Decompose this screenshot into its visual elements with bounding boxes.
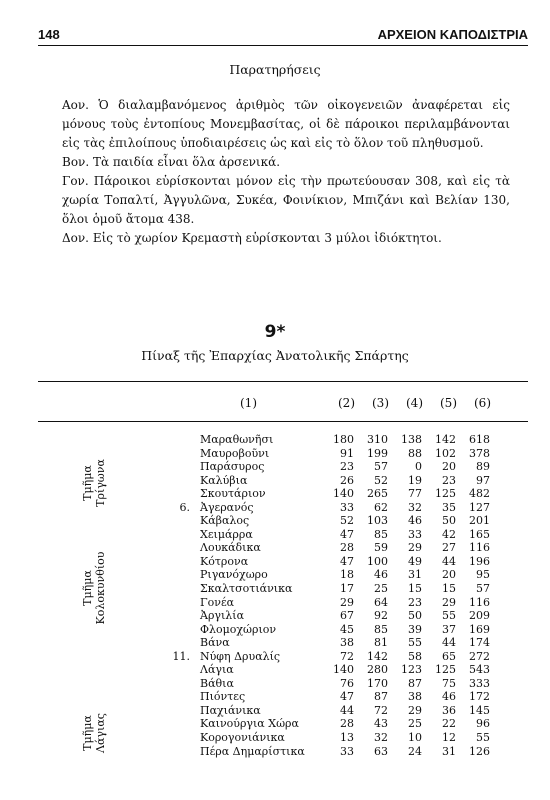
cell-col-2: 52 xyxy=(340,514,354,528)
note-d: Δον. Εἰς τὸ χωρίον Κρεμαστὴ εὑρίσκονται 3 μύλοι ἰδιόκτητοι. xyxy=(62,231,442,245)
table-row xyxy=(0,690,550,704)
cell-col-3: 46 xyxy=(374,568,388,582)
cell-col-5: 142 xyxy=(435,433,456,446)
cell-col-5: 50 xyxy=(442,514,456,528)
cell-col-6: 482 xyxy=(469,487,490,501)
page-header xyxy=(38,22,528,42)
section-label-kolokynthiou: Τμῆμα Κολοκυνθίου xyxy=(81,551,107,625)
village-name: Ἀγερανός xyxy=(200,500,254,514)
cell-col-2: 38 xyxy=(340,636,354,650)
section-label-lagias: Τμῆμα Λάγιας xyxy=(81,713,107,753)
cell-col-2: 18 xyxy=(340,568,354,582)
cell-col-3: 59 xyxy=(374,541,388,555)
village-name: Σκαλτσοτιάνικα xyxy=(200,582,293,596)
table-row xyxy=(0,745,550,759)
village-name: Σκουτάριον xyxy=(200,487,266,501)
village-name: Χειμάρρα xyxy=(200,527,253,541)
cell-col-4: 49 xyxy=(408,554,422,568)
village-name: Καλύβια xyxy=(200,473,248,487)
cell-col-6: 126 xyxy=(469,744,490,758)
header-rule xyxy=(38,45,528,46)
note-a: Αον. Ὁ διαλαμβανόμενος ἀριθμὸς τῶν οἰκογενειῶν ἀναφέρεται εἰς μόνους τοὺς ἐντοπίους Μονεμβασίτας, οἱ δὲ πάροικοι περιλαμβάνονται εἰς τὰς ἐπιλοίπους ὑποδιαιρέσεις ὡς καὶ εἰς τὸ ὅλον τοῦ πληθυσμοῦ. xyxy=(62,98,510,150)
cell-col-4: 77 xyxy=(408,487,422,501)
cell-col-4: 29 xyxy=(408,541,422,555)
cell-col-4: 50 xyxy=(408,609,422,623)
cell-col-6: 165 xyxy=(469,527,490,541)
table-row xyxy=(0,501,550,515)
cell-col-6: 145 xyxy=(469,703,490,717)
cell-col-4: 123 xyxy=(401,663,422,677)
table-row xyxy=(0,568,550,582)
cell-col-2: 23 xyxy=(340,460,354,474)
cell-col-3: 142 xyxy=(367,649,388,663)
cell-col-5: 12 xyxy=(442,731,456,745)
village-name: Πιόντες xyxy=(200,690,246,704)
village-name: Παχιάνικα xyxy=(200,703,261,717)
cell-col-2: 33 xyxy=(340,744,354,758)
cell-col-5: 42 xyxy=(442,527,456,541)
cell-col-5: 75 xyxy=(442,676,456,690)
cell-col-5: 65 xyxy=(442,649,456,663)
table-row xyxy=(0,514,550,528)
village-name: Φλομοχώριον xyxy=(200,622,277,636)
cell-col-2: 67 xyxy=(340,609,354,623)
village-name: Μαυροβοῦνι xyxy=(200,446,270,460)
village-name: Κότρονα xyxy=(200,554,249,568)
cell-col-4: 19 xyxy=(408,473,422,487)
cell-col-2: 180 xyxy=(333,433,354,446)
cell-col-3: 85 xyxy=(374,527,388,541)
cell-col-5: 23 xyxy=(442,473,456,487)
cell-col-4: 23 xyxy=(408,595,422,609)
cell-col-4: 29 xyxy=(408,703,422,717)
cell-col-5: 37 xyxy=(442,622,456,636)
cell-col-3: 310 xyxy=(367,433,388,446)
cell-col-3: 100 xyxy=(367,554,388,568)
table-row xyxy=(0,704,550,718)
note-c: Γον. Πάροικοι εὑρίσκονται μόνον εἰς τὴν πρωτεύουσαν 308, καὶ εἰς τὰ χωρία Τοπαλτί, Ἀγγυλῶνα, Συκέα, Φοινίκιον, Μπιζάνι καὶ Βελίαν 130, ὅλοι ὁμοῦ ἄτομα 438. xyxy=(62,174,510,226)
cell-col-2: 91 xyxy=(340,446,354,460)
row-number: 6. xyxy=(179,500,190,514)
cell-col-3: 92 xyxy=(374,609,388,623)
cell-col-6: 89 xyxy=(476,460,490,474)
cell-col-4: 58 xyxy=(408,649,422,663)
cell-col-6: 116 xyxy=(469,541,490,555)
row-number: 11. xyxy=(172,649,190,663)
table-row xyxy=(0,663,550,677)
cell-col-5: 125 xyxy=(435,663,456,677)
cell-col-4: 138 xyxy=(401,433,422,446)
cell-col-3: 62 xyxy=(374,500,388,514)
cell-col-4: 32 xyxy=(408,500,422,514)
table-row xyxy=(0,582,550,596)
table-row xyxy=(0,528,550,542)
cell-col-4: 10 xyxy=(408,731,422,745)
cell-col-2: 28 xyxy=(340,541,354,555)
cell-col-4: 87 xyxy=(408,676,422,690)
cell-col-6: 174 xyxy=(469,636,490,650)
cell-col-3: 85 xyxy=(374,622,388,636)
village-name: Κορογονιάνικα xyxy=(200,731,285,745)
running-title: ΑΡΧΕΙΟΝ ΚΑΠΟΔΙΣΤΡΙΑ xyxy=(377,27,528,42)
cell-col-5: 44 xyxy=(442,636,456,650)
column-header-1: (1) xyxy=(240,396,257,410)
table-row xyxy=(0,596,550,610)
column-header-2: (2) xyxy=(338,396,355,410)
cell-col-3: 64 xyxy=(374,595,388,609)
column-header-4: (4) xyxy=(406,396,423,410)
cell-col-2: 44 xyxy=(340,703,354,717)
village-name: Κάβαλος xyxy=(200,514,250,528)
cell-col-6: 97 xyxy=(476,473,490,487)
village-name: Γονέα xyxy=(200,595,235,609)
cell-col-3: 63 xyxy=(374,744,388,758)
village-name: Μαραθωνῆσι xyxy=(200,433,274,446)
village-name: Βάνα xyxy=(200,636,230,650)
cell-col-2: 33 xyxy=(340,500,354,514)
village-name: Λάγια xyxy=(200,663,234,677)
note-b: Βον. Τὰ παιδία εἶναι ὅλα ἀρσενικά. xyxy=(62,155,281,169)
village-name: Παράσυρος xyxy=(200,460,265,474)
village-name: Καινούργια Χώρα xyxy=(200,717,299,731)
village-name: Πέρα Δημαρίστικα xyxy=(200,744,305,758)
cell-col-3: 265 xyxy=(367,487,388,501)
cell-col-6: 169 xyxy=(469,622,490,636)
cell-col-4: 88 xyxy=(408,446,422,460)
cell-col-3: 43 xyxy=(374,717,388,731)
cell-col-5: 29 xyxy=(442,595,456,609)
cell-col-6: 333 xyxy=(469,676,490,690)
cell-col-4: 31 xyxy=(408,568,422,582)
cell-col-5: 22 xyxy=(442,717,456,731)
table-row xyxy=(0,433,550,447)
cell-col-5: 102 xyxy=(435,446,456,460)
column-header-6: (6) xyxy=(474,396,491,410)
cell-col-4: 39 xyxy=(408,622,422,636)
table-row xyxy=(0,623,550,637)
table-row xyxy=(0,717,550,731)
cell-col-2: 140 xyxy=(333,663,354,677)
cell-col-5: 35 xyxy=(442,500,456,514)
cell-col-2: 28 xyxy=(340,717,354,731)
cell-col-3: 87 xyxy=(374,690,388,704)
cell-col-3: 103 xyxy=(367,514,388,528)
village-name: Ἀργιλία xyxy=(200,609,245,623)
cell-col-2: 47 xyxy=(340,554,354,568)
cell-col-6: 127 xyxy=(469,500,490,514)
cell-col-5: 46 xyxy=(442,690,456,704)
cell-col-2: 29 xyxy=(340,595,354,609)
village-name: Νύφη Δρυαλίς xyxy=(200,649,281,663)
cell-col-2: 72 xyxy=(340,649,354,663)
cell-col-4: 15 xyxy=(408,582,422,596)
cell-col-6: 618 xyxy=(469,433,490,446)
table-header-rule xyxy=(38,421,528,422)
column-header-5: (5) xyxy=(440,396,457,410)
cell-col-5: 125 xyxy=(435,487,456,501)
cell-col-2: 47 xyxy=(340,527,354,541)
cell-col-5: 20 xyxy=(442,568,456,582)
cell-col-4: 25 xyxy=(408,717,422,731)
cell-col-6: 95 xyxy=(476,568,490,582)
table-row xyxy=(0,460,550,474)
observations-title: Παρατηρήσεις xyxy=(229,62,321,77)
table-row xyxy=(0,555,550,569)
cell-col-4: 38 xyxy=(408,690,422,704)
page-number: 148 xyxy=(38,27,60,42)
section-label-trigona: Τμῆμα Τρίγωνα xyxy=(81,459,107,507)
cell-col-5: 20 xyxy=(442,460,456,474)
cell-col-2: 26 xyxy=(340,473,354,487)
village-name: Λουκάδικα xyxy=(200,541,261,555)
cell-col-6: 57 xyxy=(476,582,490,596)
cell-col-6: 378 xyxy=(469,446,490,460)
table-number: 9* xyxy=(264,322,286,342)
cell-col-5: 44 xyxy=(442,554,456,568)
cell-col-3: 25 xyxy=(374,582,388,596)
cell-col-5: 27 xyxy=(442,541,456,555)
cell-col-4: 24 xyxy=(408,744,422,758)
table-row xyxy=(0,731,550,745)
cell-col-2: 76 xyxy=(340,676,354,690)
cell-col-6: 116 xyxy=(469,595,490,609)
cell-col-3: 280 xyxy=(367,663,388,677)
observations-notes xyxy=(62,96,510,248)
cell-col-6: 196 xyxy=(469,554,490,568)
cell-col-6: 55 xyxy=(476,731,490,745)
cell-col-6: 543 xyxy=(469,663,490,677)
table-row xyxy=(0,474,550,488)
cell-col-3: 81 xyxy=(374,636,388,650)
table-row xyxy=(0,487,550,501)
table-row xyxy=(0,541,550,555)
table-row xyxy=(0,636,550,650)
cell-col-3: 32 xyxy=(374,731,388,745)
cell-col-3: 57 xyxy=(374,460,388,474)
village-name: Ριγανόχωρο xyxy=(200,568,268,582)
table-title: Πίναξ τῆς Ἐπαρχίας Ἀνατολικῆς Σπάρτης xyxy=(141,348,409,363)
cell-col-5: 31 xyxy=(442,744,456,758)
cell-col-5: 55 xyxy=(442,609,456,623)
cell-col-4: 33 xyxy=(408,527,422,541)
table-row xyxy=(0,609,550,623)
cell-col-6: 272 xyxy=(469,649,490,663)
cell-col-2: 17 xyxy=(340,582,354,596)
cell-col-3: 170 xyxy=(367,676,388,690)
cell-col-4: 46 xyxy=(408,514,422,528)
cell-col-6: 201 xyxy=(469,514,490,528)
cell-col-6: 96 xyxy=(476,717,490,731)
table-row xyxy=(0,447,550,461)
table-row xyxy=(0,677,550,691)
cell-col-2: 45 xyxy=(340,622,354,636)
cell-col-6: 209 xyxy=(469,609,490,623)
cell-col-3: 72 xyxy=(374,703,388,717)
table-body xyxy=(0,433,550,758)
table-top-rule xyxy=(38,381,528,382)
cell-col-5: 15 xyxy=(442,582,456,596)
village-name: Βάθια xyxy=(200,676,234,690)
column-header-3: (3) xyxy=(372,396,389,410)
table-row xyxy=(0,650,550,664)
cell-col-2: 47 xyxy=(340,690,354,704)
cell-col-5: 36 xyxy=(442,703,456,717)
cell-col-3: 52 xyxy=(374,473,388,487)
cell-col-2: 13 xyxy=(340,731,354,745)
cell-col-4: 0 xyxy=(415,460,422,474)
cell-col-6: 172 xyxy=(469,690,490,704)
cell-col-3: 199 xyxy=(367,446,388,460)
cell-col-2: 140 xyxy=(333,487,354,501)
cell-col-4: 55 xyxy=(408,636,422,650)
